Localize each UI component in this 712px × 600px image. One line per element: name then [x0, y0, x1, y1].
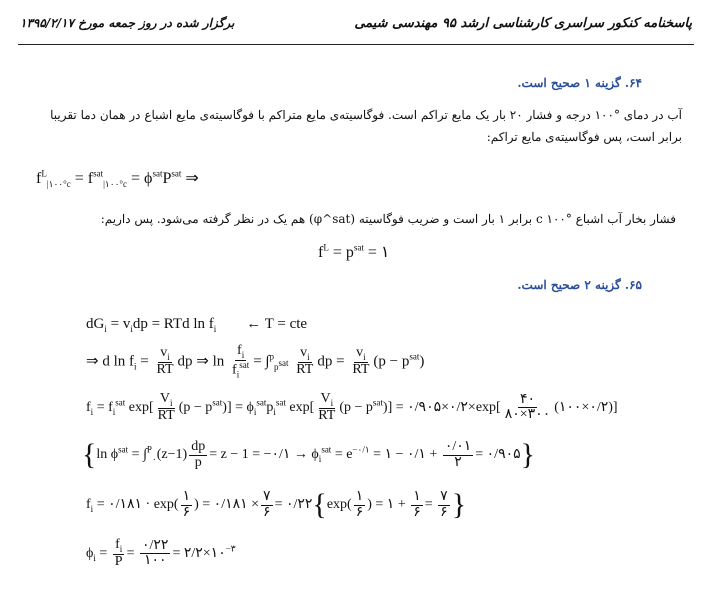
- q65-equation-4: {ln $\phi^{sat} = \int^P_۰(z-1)$ $\frac{dp}{p}$ = z − 1 = −۰/۱ → $\phi_i^{sat} = e^{-۰/۱}$ = ۱ − ۰/۱ + $\frac{۰/۰۱}{۲}$ = ۰/۹۰۵}: [82, 438, 536, 471]
- header-date: برگزار شده در روز جمعه مورخ ۱۳۹۵/۲/۱۷: [20, 16, 235, 30]
- q64-paragraph-2: فشار بخار آب اشباع °c ۱۰۰ برابر ۱ بار است و ضریب فوگاسیته (φ^sat) هم یک در نظر گرفته می‌شود. پس داریم:: [100, 212, 676, 226]
- q65-equation-1: $dG_i = v_idp$ = RTd $\ln f_i$ ← T = cte: [86, 316, 308, 334]
- q64-paragraph-line2: برابر است، پس فوگاسیته‌ی مایع تراکم:: [486, 130, 682, 144]
- header-title: پاسخنامه کنکور سراسری کارشناسی ارشد ۹۵ مهندسی شیمی: [354, 16, 692, 31]
- header-divider: [18, 44, 694, 45]
- q65-title: ۶۵. گزینه ۲ صحیح است.: [517, 278, 642, 292]
- q65-equation-3: $f_i = f_i^{sat}$ exp[ $\frac{V_i}{RT}$ $(p - p^{sat})] = \phi_i^{sat}p_i^{sat}$ exp[ $\frac{V_i}{RT}$ $(p - p^{sat})$] = ۰/۹۰۵×۰/۲×exp[ $\frac{۴۰}{۸۰\times ۳۰۰}$ (۱۰۰×۰/۲)]: [86, 391, 618, 424]
- q65-equation-6: $\phi_i$ = $\frac{f_i}{P}$ = $\frac{۰/۲۲}{۱۰۰}$ = $۲/۲\times ۱۰^{-۳}$: [86, 537, 236, 570]
- q65-equation-2: ⇒ d $\ln f_i$ = $\frac{v_i}{RT}$ dp ⇒ ln $\frac{f_i}{f_i^{sat}}$ = ∫$^p_{p^{sat}}$ $\frac{v_i}{RT}$ dp = $\frac{v_i}{RT}$ $(p - p^{sat})$: [86, 343, 425, 380]
- q64-paragraph-line1: آب در دمای °۱۰۰ درجه و فشار ۲۰ بار یک مایع تراکم است. فوگاسیته‌ی مایع متراکم با فوگاسیته‌ی مایع اشباع در همان دما تقریبا: [50, 108, 682, 122]
- q65-equation-5: $f_i$ = ۰/۱۸۱ · exp( $\frac{۱}{۶}$ ) = ۰/۱۸۱ × $\frac{۷}{۶}$ = ۰/۲۲{exp( $\frac{۱}{۶}$ ) = ۱ + $\frac{۱}{۶}$ = $\frac{۷}{۶}$ }: [86, 488, 467, 521]
- q64-title: ۶۴. گزینه ۱ صحیح است.: [517, 76, 642, 90]
- q64-equation-1: $f^L_{|۱۰۰^\circ c} = f^{sat}_{|۱۰۰^\circ c} = \phi^{sat}P^{sat}$ ⇒: [36, 168, 199, 190]
- q64-equation-2: $f^L = p^{sat}$ = ۱: [318, 242, 390, 261]
